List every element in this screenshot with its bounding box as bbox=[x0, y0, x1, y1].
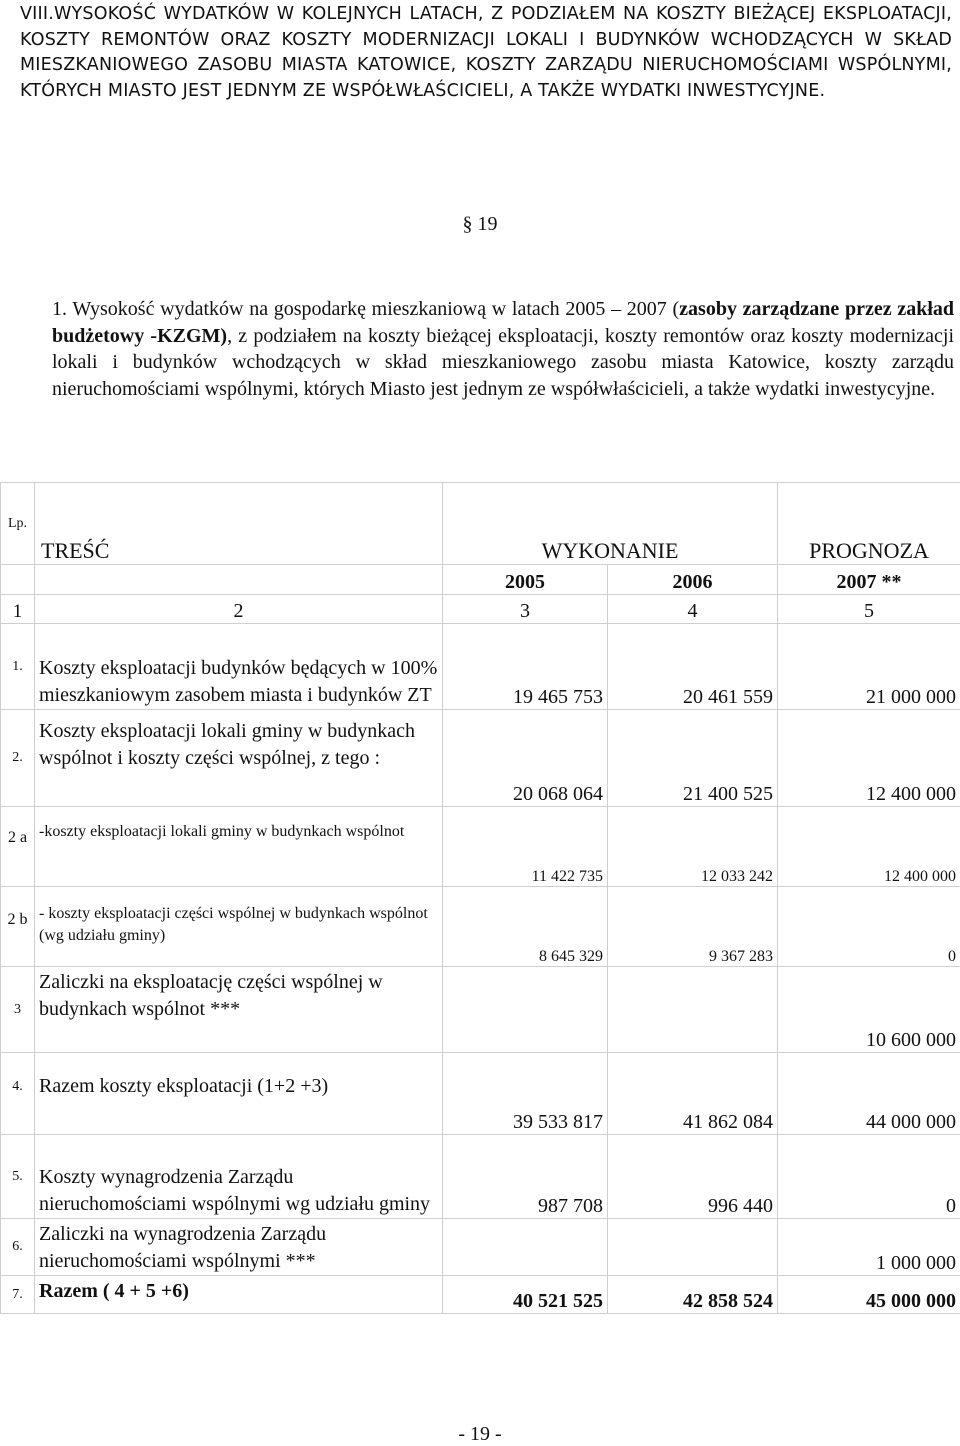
row-value-2006: 12 033 242 bbox=[608, 807, 778, 887]
year-2005: 2005 bbox=[443, 565, 608, 595]
table-row bbox=[1, 1276, 960, 1314]
column-numbers-row bbox=[1, 595, 960, 624]
row-value-2007: 12 400 000 bbox=[778, 807, 960, 887]
row-value-2005 bbox=[443, 967, 608, 1053]
table-row bbox=[1, 887, 960, 967]
years-empty-cell bbox=[35, 565, 443, 595]
row-lp: 6. bbox=[1, 1219, 35, 1276]
header-lp: Lp. bbox=[1, 483, 35, 565]
paragraph-number: § 19 bbox=[462, 213, 498, 235]
header-tresc: TREŚĆ bbox=[35, 483, 443, 565]
table-row bbox=[1, 710, 960, 807]
row-lp: 2 a bbox=[1, 807, 35, 887]
row-value-2007: 12 400 000 bbox=[778, 710, 960, 807]
table-row bbox=[1, 967, 960, 1053]
section-heading: VIII.WYSOKOŚĆ WYDATKÓW W KOLEJNYCH LATACH, Z PODZIAŁEM NA KOSZTY BIEŻĄCEJ EKSPLOATACJI, KOSZTY REMONTÓW ORAZ KOSZTY MODERNIZACJI LOKALI I BUDYNKÓW WCHODZĄCYCH W SKŁAD MIESZKANIOWEGO ZASOBU MIASTA KATOWICE, KOSZTY ZARZĄDU NIERUCHOMOŚCIAMI WSPÓLNYMI, KTÓRYCH MIASTO JEST JEDNYM ZE WSPÓŁWŁAŚCICIELI, A TAKŻE WYDATKI INWESTYCYJNE. bbox=[20, 4, 952, 101]
row-text: -koszty eksploatacji lokali gminy w budynkach wspólnot bbox=[35, 807, 443, 887]
row-text: Koszty eksploatacji budynków będących w 100% mieszkaniowym zasobem miasta i budynków ZT bbox=[35, 624, 443, 710]
row-value-2007: 0 bbox=[778, 887, 960, 967]
year-2006: 2006 bbox=[608, 565, 778, 595]
row-value-2005: 987 708 bbox=[443, 1135, 608, 1219]
colnum-3: 3 bbox=[443, 595, 608, 624]
row-text: Zaliczki na wynagrodzenia Zarządu nieruchomościami wspólnymi *** bbox=[35, 1219, 443, 1276]
table-header-row bbox=[1, 483, 960, 565]
row-value-2005 bbox=[443, 1219, 608, 1276]
colnum-2: 2 bbox=[35, 595, 443, 624]
table-row bbox=[1, 624, 960, 710]
colnum-5: 5 bbox=[778, 595, 960, 624]
paragraph-intro: 1. Wysokość wydatków na gospodarkę mieszkaniową w latach 2005 – 2007 ( bbox=[52, 298, 680, 320]
row-value-2007: 10 600 000 bbox=[778, 967, 960, 1053]
years-row bbox=[1, 565, 960, 595]
row-lp: 7. bbox=[1, 1276, 35, 1314]
row-value-2005: 19 465 753 bbox=[443, 624, 608, 710]
header-prognoza: PROGNOZA bbox=[778, 483, 960, 565]
colnum-4: 4 bbox=[608, 595, 778, 624]
row-value-2006: 996 440 bbox=[608, 1135, 778, 1219]
table-row bbox=[1, 1053, 960, 1135]
table-row bbox=[1, 1219, 960, 1276]
row-lp: 3 bbox=[1, 967, 35, 1053]
row-value-2006: 20 461 559 bbox=[608, 624, 778, 710]
colnum-1: 1 bbox=[1, 595, 35, 624]
row-value-2007: 21 000 000 bbox=[778, 624, 960, 710]
row-text: Razem ( 4 + 5 +6) bbox=[35, 1276, 443, 1314]
row-value-2007: 45 000 000 bbox=[778, 1276, 960, 1314]
row-text: Zaliczki na eksploatację części wspólnej w budynkach wspólnot *** bbox=[35, 967, 443, 1053]
row-lp: 5. bbox=[1, 1135, 35, 1219]
row-lp: 2. bbox=[1, 710, 35, 807]
row-lp: 2 b bbox=[1, 887, 35, 967]
expenses-table bbox=[0, 482, 960, 1314]
row-text: Koszty eksploatacji lokali gminy w budynkach wspólnot i koszty części wspólnej, z tego : bbox=[35, 710, 443, 807]
row-text: Razem koszty eksploatacji (1+2 +3) bbox=[35, 1053, 443, 1135]
row-value-2007: 44 000 000 bbox=[778, 1053, 960, 1135]
paragraph-bold: zasoby zarządzane przez zakład budżetowy -KZGM) bbox=[52, 298, 954, 347]
row-value-2006: 9 367 283 bbox=[608, 887, 778, 967]
row-value-2005: 11 422 735 bbox=[443, 807, 608, 887]
row-value-2006: 21 400 525 bbox=[608, 710, 778, 807]
table-row bbox=[1, 807, 960, 887]
row-text: Koszty wynagrodzenia Zarządu nieruchomościami wspólnymi wg udziału gminy bbox=[35, 1135, 443, 1219]
row-value-2005: 39 533 817 bbox=[443, 1053, 608, 1135]
row-text: - koszty eksploatacji części wspólnej w budynkach wspólnot (wg udziału gminy) bbox=[35, 887, 443, 967]
row-value-2005: 40 521 525 bbox=[443, 1276, 608, 1314]
row-lp: 1. bbox=[1, 624, 35, 710]
paragraph-rest: , z podziałem na koszty bieżącej eksploatacji, koszty remontów oraz koszty modernizacji lokali i budynków wchodzących w skład mieszkaniowego zasobu miasta Katowice, koszty zarządu nieruchomościami wspólnymi, których Miasto jest jednym ze współwłaścicieli, a także wydatki inwestycyjne. bbox=[52, 324, 954, 400]
row-value-2006: 41 862 084 bbox=[608, 1053, 778, 1135]
row-lp: 4. bbox=[1, 1053, 35, 1135]
row-value-2005: 20 068 064 bbox=[443, 710, 608, 807]
row-value-2005: 8 645 329 bbox=[443, 887, 608, 967]
row-value-2007: 1 000 000 bbox=[778, 1219, 960, 1276]
years-empty-cell bbox=[1, 565, 35, 595]
row-value-2006 bbox=[608, 967, 778, 1053]
row-value-2006 bbox=[608, 1219, 778, 1276]
intro-paragraph bbox=[52, 296, 954, 402]
row-value-2007: 0 bbox=[778, 1135, 960, 1219]
year-2007: 2007 ** bbox=[778, 565, 960, 595]
table-row bbox=[1, 1135, 960, 1219]
row-value-2006: 42 858 524 bbox=[608, 1276, 778, 1314]
header-wykonanie: WYKONANIE bbox=[443, 483, 778, 565]
page-number: - 19 - bbox=[458, 1423, 502, 1445]
